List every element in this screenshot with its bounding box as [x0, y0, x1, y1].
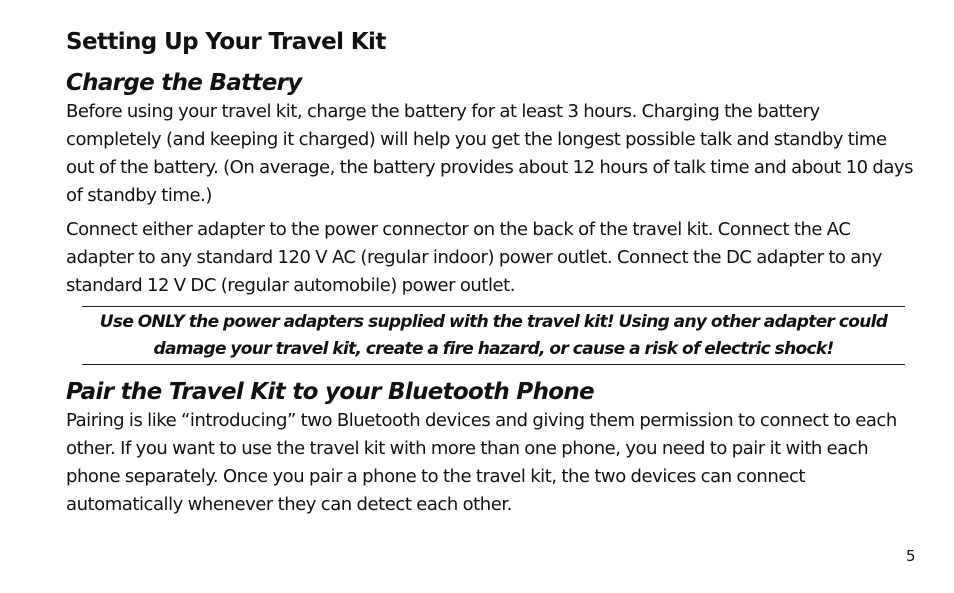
power-adapter-warning: Use ONLY the power adapters supplied with the travel kit! Using any other adapter could damage your travel kit, create a fire hazard, or cause a risk of electric shock! [82, 306, 905, 365]
charge-battery-paragraph-2: Connect either adapter to the power connector on the back of the travel kit. Connect the AC adapter to any standard 120 V AC (regular indoor) power outlet. Connect the DC adapter to any standard 12 V DC (regular automobile) power outlet. [66, 219, 882, 296]
pair-phone-paragraph: Pairing is like “introducing” two Bluetooth devices and giving them permission to connect to each other. If you want to use the travel kit with more than one phone, you need to pair it with each phone separately. Once you pair a phone to the travel kit, the two devices can connect automatically whenever they can detect each other. [66, 410, 897, 515]
section-title: Setting Up Your Travel Kit [66, 29, 386, 55]
pair-phone-heading: Pair the Travel Kit to your Bluetooth Phone [66, 379, 594, 405]
page-number: 5 [906, 547, 916, 565]
document-page [66, 26, 918, 519]
charge-battery-paragraph-1: Before using your travel kit, charge the battery for at least 3 hours. Charging the battery completely (and keeping it charged) will help you get the longest possible talk and standby time out of the battery. (On average, the battery provides about 12 hours of talk time and about 10 days of standby time.) [66, 101, 914, 206]
charge-battery-heading: Charge the Battery [66, 70, 302, 96]
